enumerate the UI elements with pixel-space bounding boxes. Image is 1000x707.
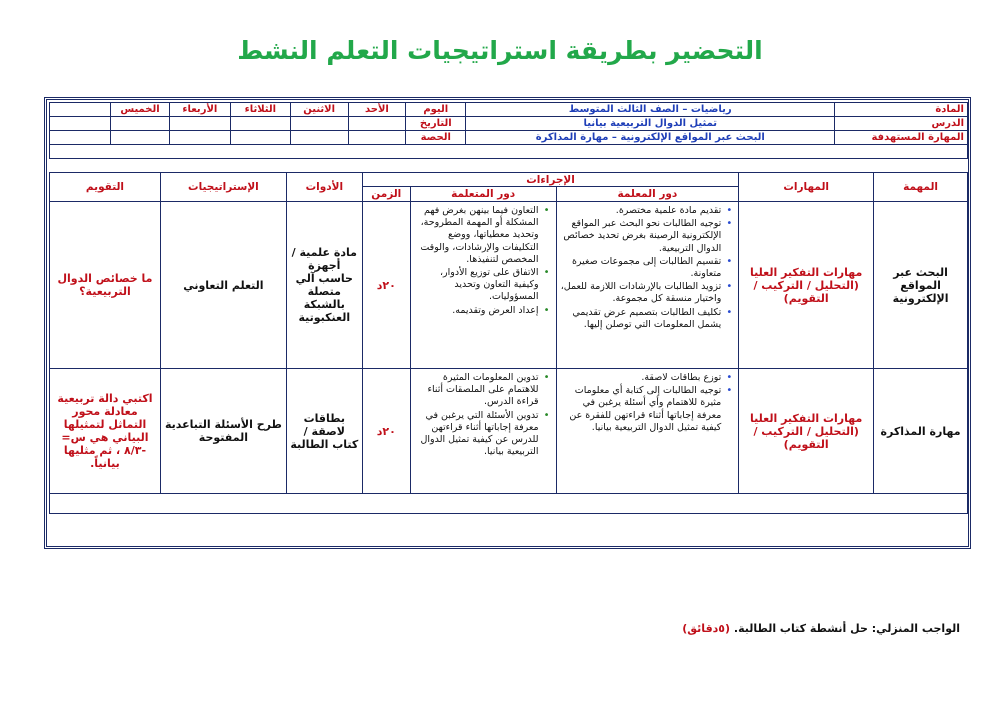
tools-cell: مادة علمية / أجهزة حاسب آلي متصلة بالشبكة العنكبوتية: [286, 202, 362, 369]
date-cell: [50, 117, 111, 131]
teacher-role-list: [560, 372, 736, 434]
date-cell: [290, 117, 348, 131]
time-cell: ٢٠د: [362, 369, 410, 494]
homework-time: (٥دقائق): [682, 622, 731, 635]
info-table: [49, 102, 968, 159]
date-cell: [230, 117, 290, 131]
spacer-row: [50, 145, 968, 159]
homework-text: حل أنشطة كتاب الطالبة.: [733, 622, 868, 635]
student-role-cell: [410, 202, 556, 369]
period-cell: [348, 131, 406, 145]
list-item: • التعاون فيما بينهن بغرض فهم المشكلة أو المهمة المطروحة، وتحديد معطياتها، ووضع التكليفات والإرشادات، والوقت المخصص لتنفيذها.: [414, 205, 539, 266]
col-skills: المهارات: [739, 173, 874, 202]
date-label: التاريخ: [406, 117, 466, 131]
tools-cell: بطاقات لاصقة / كتاب الطالبة: [286, 369, 362, 494]
day-tuesday: الثلاثاء: [230, 103, 290, 117]
list-item: • توجيه الطالبات نحو البحث عبر المواقع الإلكترونية الرصينة بغرض تحديد خصائص الدوال التربيعية.: [560, 218, 722, 255]
skill-value: البحث عبر المواقع الإلكترونية – مهارة المذاكرة: [466, 131, 835, 145]
col-student-role: دور المتعلمة: [410, 187, 556, 202]
day-wednesday: الأربعاء: [169, 103, 230, 117]
date-cell: [111, 117, 170, 131]
evaluation-cell: ما خصائص الدوال التربيعية؟: [50, 202, 161, 369]
period-cell: [169, 131, 230, 145]
teacher-role-cell: [556, 202, 739, 369]
col-procedures: الإجراءات: [362, 173, 739, 187]
period-cell: [111, 131, 170, 145]
table-row: [50, 369, 968, 494]
col-teacher-role: دور المعلمة: [556, 187, 739, 202]
student-role-list: [414, 205, 553, 317]
list-item: • الاتفاق على توزيع الأدوار، وكيفية التعاون وتحديد المسؤوليات.: [414, 267, 539, 304]
period-label: الحصة: [406, 131, 466, 145]
student-role-cell: [410, 369, 556, 494]
subject-label: المادة: [835, 103, 968, 117]
strategies-cell: التعلم التعاوني: [160, 202, 286, 369]
time-cell: ٢٠د: [362, 202, 410, 369]
lesson-plan-frame: [44, 97, 971, 635]
list-item: • إعداد العرض وتقديمه.: [414, 305, 539, 317]
task-cell: مهارة المذاكرة: [874, 369, 968, 494]
col-task: المهمة: [874, 173, 968, 202]
day-label: اليوم: [406, 103, 466, 117]
student-role-list: [414, 372, 553, 458]
lesson-value: تمثيل الدوال التربيعية بيانيا: [466, 117, 835, 131]
list-item: • تقسيم الطالبات إلى مجموعات صغيرة متعاونة.: [560, 256, 722, 280]
list-item: • تقديم مادة علمية مختصرة.: [560, 205, 722, 217]
page-title: التحضير بطريقة استراتيجيات التعلم النشط: [237, 36, 763, 65]
col-time: الزمن: [362, 187, 410, 202]
date-cell: [348, 117, 406, 131]
day-monday: الاثنين: [290, 103, 348, 117]
evaluation-cell: اكتبي دالة تربيعية معادلة محور التماثل لتمثيلها البياني هي س= -٨/٣ ، ثم مثليها بيانياً.: [50, 369, 161, 494]
task-cell: البحث عبر المواقع الإلكترونية: [874, 202, 968, 369]
skills-cell: مهارات التفكير العليا (التحليل / التركيب / التقويم): [739, 202, 874, 369]
period-cell: [290, 131, 348, 145]
skills-cell: مهارات التفكير العليا (التحليل / التركيب / التقويم): [739, 369, 874, 494]
teacher-role-cell: [556, 369, 739, 494]
procedures-table: [49, 172, 968, 514]
spacer-row: [50, 494, 968, 514]
skill-label: المهارة المستهدفة: [835, 131, 968, 145]
list-item: • تدوين الأسئلة التي يرغبن في معرفة إجاباتها أثناء قراءتهن للدرس عن كيفية تمثيل الدوال التربيعية بيانيا.: [414, 410, 539, 459]
day-sunday: الأحد: [348, 103, 406, 117]
homework-label: الواجب المنزلي:: [871, 622, 960, 635]
col-strategies: الإستراتيجيات: [160, 173, 286, 202]
teacher-role-list: [560, 205, 736, 331]
strategies-cell: طرح الأسئلة التباعدية المفتوحة: [160, 369, 286, 494]
list-item: • تدوين المعلومات المثيرة للاهتمام على الملصقات أثناء قراءة الدرس.: [414, 372, 539, 409]
list-item: • توجيه الطالبات إلى كتابة أي معلومات مثيرة للاهتمام وأي أسئلة يرغبن في معرفة إجاباتها أثناء قراءتهن للفقرة عن كيفية تمثيل الدوال التربيعية بيانيا.: [560, 385, 722, 434]
empty-cell: [50, 103, 111, 117]
lesson-label: الدرس: [835, 117, 968, 131]
list-item: • تزويد الطالبات بالإرشادات اللازمة للعمل، واختيار منسقة كل مجموعة.: [560, 281, 722, 305]
col-evaluation: التقويم: [50, 173, 161, 202]
list-item: • تكليف الطالبات بتصميم عرض تقديمي يشمل المعلومات التي توصلن إليها.: [560, 307, 722, 331]
col-tools: الأدوات: [286, 173, 362, 202]
list-item: • توزع بطاقات لاصقة.: [560, 372, 722, 384]
period-cell: [230, 131, 290, 145]
homework-line: [47, 622, 966, 635]
date-cell: [169, 117, 230, 131]
day-thursday: الخميس: [111, 103, 170, 117]
period-cell: [50, 131, 111, 145]
subject-value: رياضيات – الصف الثالث المتوسط: [466, 103, 835, 117]
table-row: [50, 202, 968, 369]
